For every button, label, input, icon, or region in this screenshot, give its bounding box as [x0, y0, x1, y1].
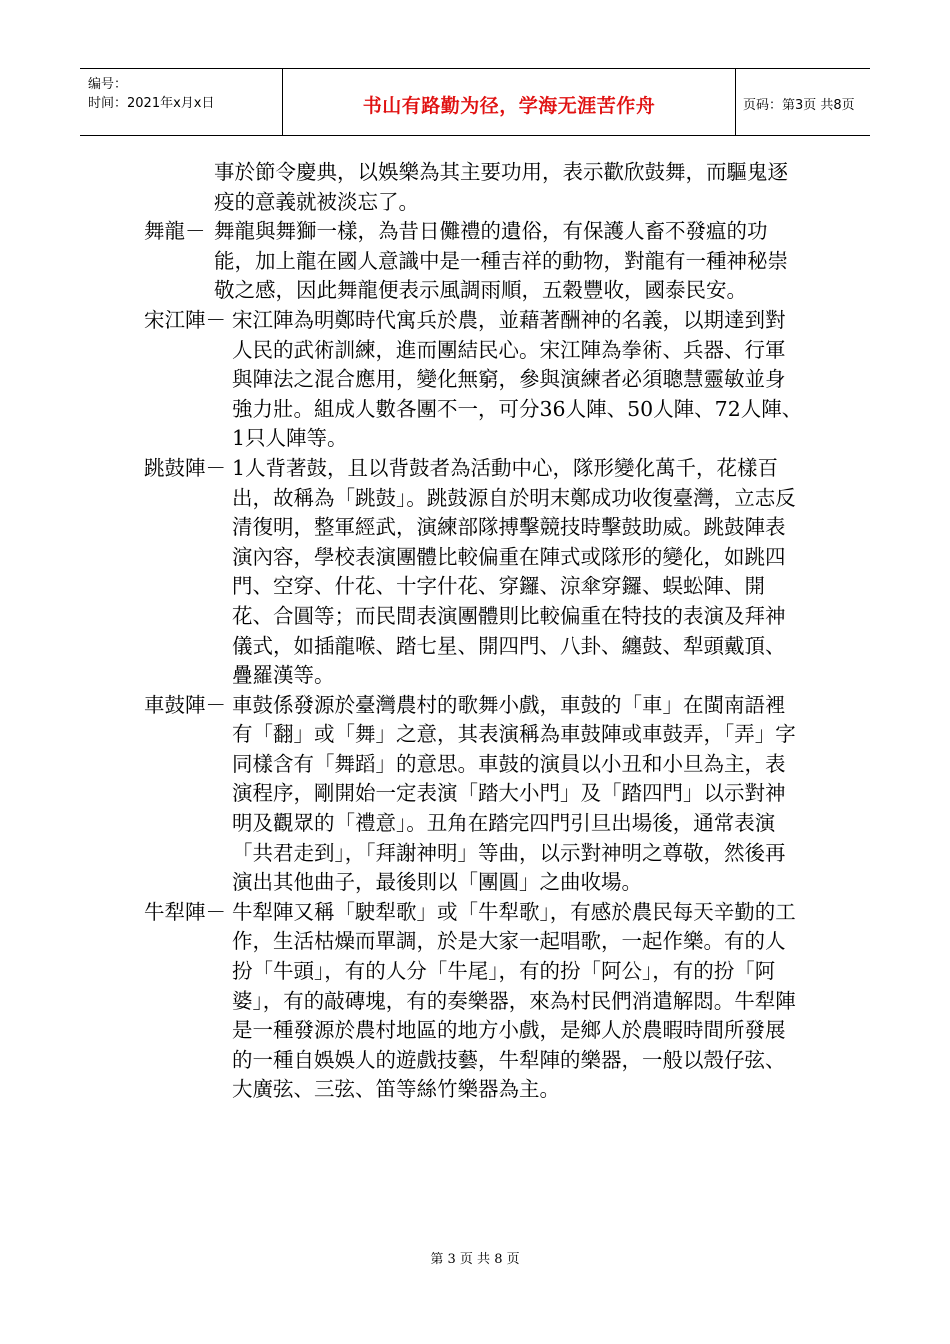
entry-text: 車鼓係發源於臺灣農村的歌舞小戲，車鼓的「車」在閩南語裡有「翻」或「舞」之意，其表演稱為車鼓陣或車鼓弄，「弄」字同樣含有「舞蹈」的意思。車鼓的演員以小丑和小旦為主，表演程序，剛開始一定表演「踏大小門」及「踏四門」以示對神明及觀眾的「禮意」。丑角在踏完四門引旦出場後，通常表演「共君走到」，「拜謝神明」等曲，以示對神明之尊敬，然後再演出其他曲子，最後則以「團圓」之曲收場。 — [232, 692, 796, 895]
entry-label: 跳鼓陣－ — [144, 455, 226, 480]
motto: 书山有路勤为径，学海无涯苦作舟 — [362, 95, 656, 117]
entry-text: 舞龍與舞獅一樣，為昔日儺禮的遺俗，有保護人畜不發瘟的功能，加上龍在國人意識中是一種吉祥的動物，對龍有一種神秘崇敬之感，因此舞龍便表示風調雨順，五穀豐收，國泰民安。 — [214, 219, 788, 303]
entry-label: 宋江陣－ — [144, 307, 226, 332]
entry-label: 牛犁陣－ — [144, 899, 226, 924]
header-meta-cell — [80, 69, 282, 135]
entry-label: 車鼓陣－ — [144, 692, 226, 717]
header-motto-cell — [282, 69, 736, 135]
serial-label: 编号： — [88, 77, 128, 92]
header-page-cell — [735, 69, 870, 135]
page-footer: 第 3 页 共 8 页 — [430, 1252, 520, 1267]
entry-label: 舞龍－ — [144, 219, 206, 244]
time-label: 时间：2021年x月x日 — [88, 96, 215, 111]
entry-text: 宋江陣為明鄭時代寓兵於農，並藉著酬神的名義，以期達到對人民的武術訓練，進而團結民心。宋江陣為拳術、兵器、行軍與陣法之混合應用，變化無窮，參與演練者必須聰慧靈敏並身強力壯。組成人數各團不一，可分36人陣、50人陣、72人陣、1只人陣等。 — [232, 307, 803, 451]
entry-song-jiang-formation — [144, 306, 804, 454]
intro-paragraph: 事於節令慶典，以娛樂為其主要功用，表示歡欣鼓舞，而驅鬼逐疫的意義就被淡忘了。 — [214, 160, 788, 214]
page-header — [80, 68, 870, 136]
page-number-label: 页码：第3页 共8页 — [743, 98, 855, 113]
entry-dragon-dance — [144, 217, 804, 306]
entry-drum-dance-formation — [144, 454, 804, 691]
document-body — [144, 158, 804, 1105]
entry-cart-drum-formation — [144, 691, 804, 898]
entry-ox-plough-formation — [144, 898, 804, 1105]
entry-text: 牛犁陣又稱「駛犁歌」或「牛犁歌」，有感於農民每天辛勤的工作，生活枯燥而單調，於是大家一起唱歌，一起作樂。有的人扮「牛頭」，有的人分「牛尾」，有的扮「阿公」，有的扮「阿婆」，有的敲磚塊，有的奏樂器，來為村民們消遣解悶。牛犁陣是一種發源於農村地區的地方小戲，是鄉人於農暇時間所發展的一種自娛娛人的遊戲技藝，牛犁陣的樂器，一般以殼仔弦、大廣弦、三弦、笛等絲竹樂器為主。 — [232, 899, 796, 1102]
entry-text: 1人背著鼓，且以背鼓者為活動中心，隊形變化萬千，花樣百出，故稱為「跳鼓」。跳鼓源自於明末鄭成功收復臺灣，立志反清復明，整軍經武，演練部隊搏擊競技時擊鼓助威。跳鼓陣表演內容，學校表演團體比較偏重在陣式或隊形的變化，如跳四門、空穿、什花、十字什花、穿鑼、涼傘穿鑼、蜈蚣陣、開花、合圓等；而民間表演團體則比較偏重在特技的表演及拜神儀式，如插龍喉、踏七星、開四門、八卦、纏鼓、犁頭戴頂、疊羅漢等。 — [232, 455, 796, 688]
